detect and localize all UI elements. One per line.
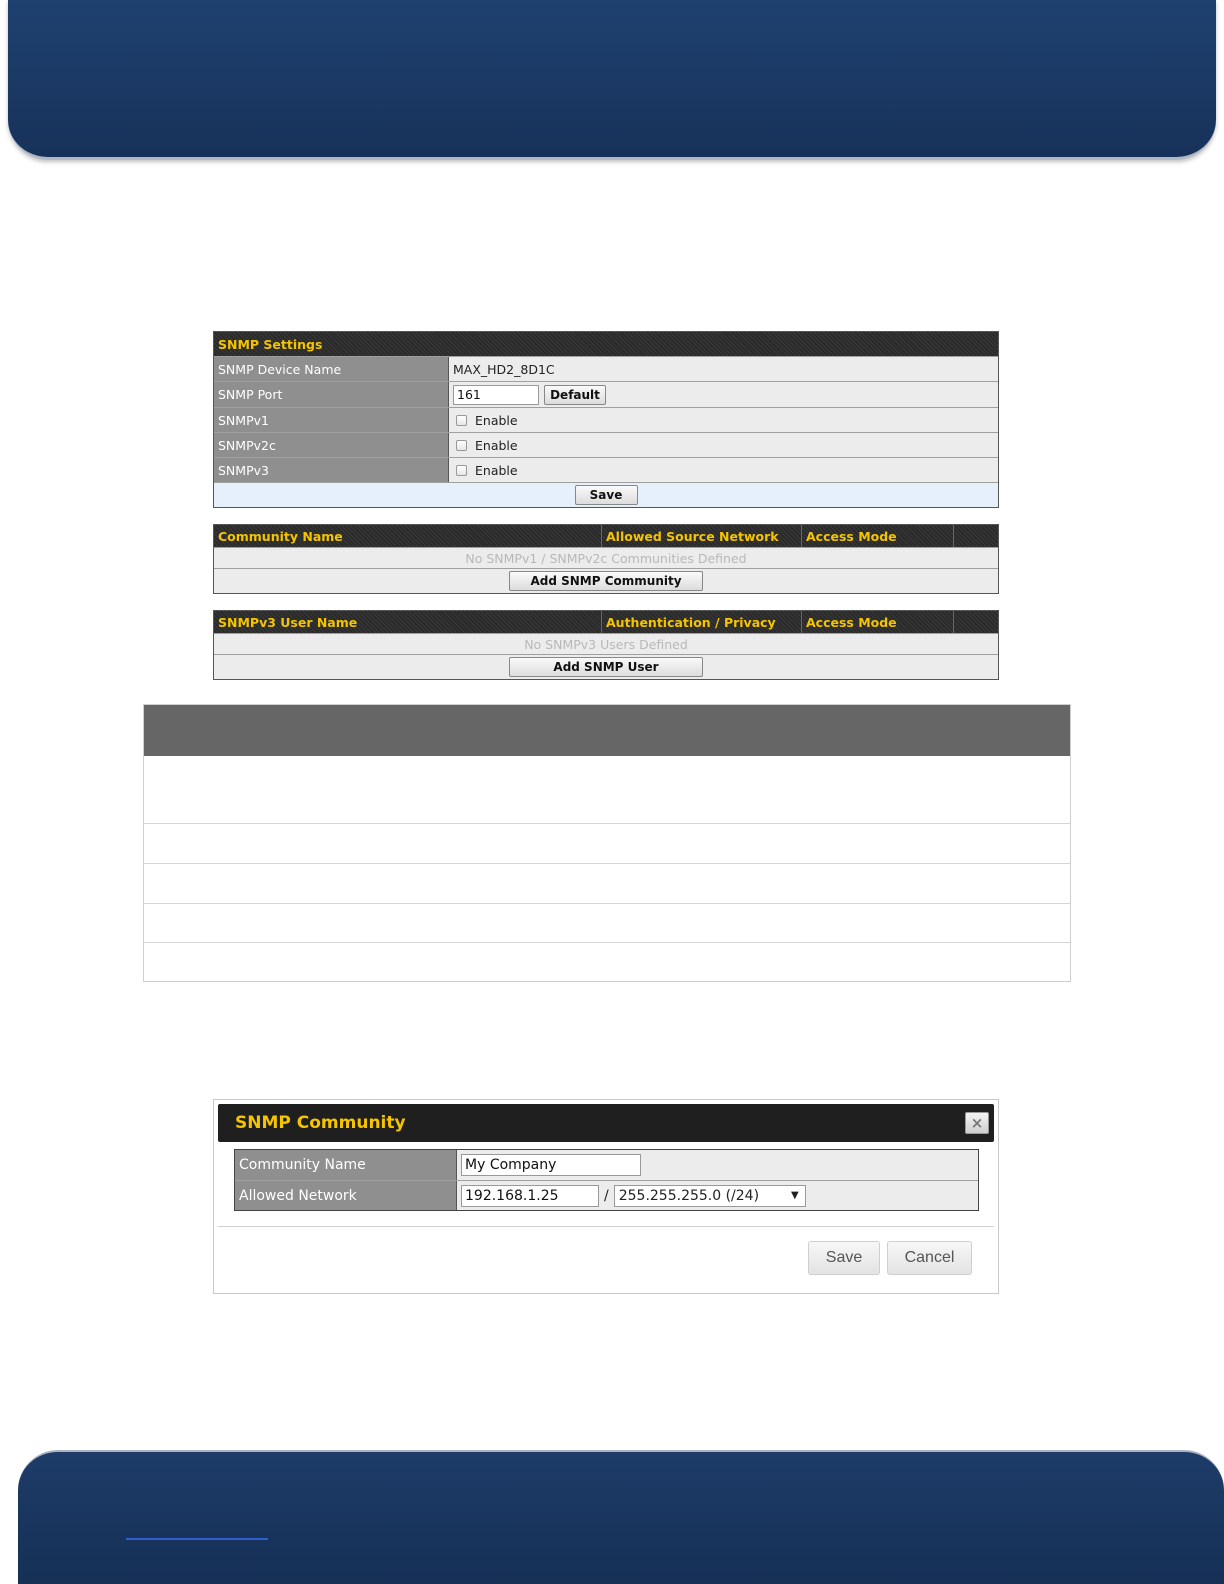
- snmp-settings-save-row: [214, 482, 998, 507]
- snmp-device-name-value: MAX_HD2_8D1C: [449, 357, 998, 381]
- snmp-port-label: SNMP Port: [214, 382, 449, 407]
- dialog-divider: [218, 1226, 994, 1227]
- allowed-network-label: Allowed Network: [235, 1181, 457, 1210]
- community-empty-text: No SNMPv1 / SNMPv2c Communities Defined: [214, 548, 998, 568]
- info-table-row: [144, 756, 1070, 823]
- snmp-settings-title: SNMP Settings: [218, 336, 323, 352]
- page-header-banner: [8, 0, 1216, 160]
- network-separator: /: [604, 1187, 609, 1204]
- close-icon[interactable]: ×: [965, 1112, 989, 1134]
- network-ip-input[interactable]: 192.168.1.25: [461, 1185, 599, 1207]
- community-name-label: Community Name: [235, 1150, 457, 1180]
- info-table-header: [144, 705, 1070, 756]
- community-name-header: Community Name: [214, 525, 602, 547]
- user-empty-text: No SNMPv3 Users Defined: [214, 634, 998, 654]
- snmpv1-enable-label: Enable: [475, 412, 518, 428]
- snmpv2c-enable-label: Enable: [475, 437, 518, 453]
- add-snmp-user-button[interactable]: Add SNMP User: [509, 657, 703, 677]
- dialog-header: [218, 1104, 994, 1142]
- snmpv3-enable-checkbox[interactable]: [456, 465, 467, 476]
- info-table-row: [144, 823, 1070, 863]
- chevron-down-icon: ▼: [791, 1190, 799, 1201]
- snmpv3-user-name-header: SNMPv3 User Name: [214, 611, 602, 633]
- add-snmp-community-button[interactable]: Add SNMP Community: [509, 571, 703, 591]
- allowed-network-row: [235, 1180, 978, 1210]
- snmp-community-table: [213, 524, 999, 594]
- access-mode-header: Access Mode: [802, 525, 954, 547]
- footer-link-underline[interactable]: [126, 1538, 268, 1540]
- snmp-settings-header: [214, 332, 998, 356]
- user-actions-header: [954, 611, 998, 633]
- community-name-row: [235, 1150, 978, 1180]
- community-empty-row: [214, 547, 998, 568]
- snmp-settings-panel: [213, 331, 999, 508]
- info-table-row: [144, 863, 1070, 903]
- info-table: [143, 704, 1071, 982]
- community-add-row: [214, 568, 998, 593]
- snmp-device-name-label: SNMP Device Name: [214, 357, 449, 381]
- authentication-privacy-header: Authentication / Privacy: [602, 611, 802, 633]
- snmpv1-enable-checkbox[interactable]: [456, 415, 467, 426]
- info-table-row: [144, 942, 1070, 981]
- user-access-mode-header: Access Mode: [802, 611, 954, 633]
- actions-header: [954, 525, 998, 547]
- snmpv1-row: [214, 407, 998, 432]
- info-table-row: [144, 903, 1070, 942]
- snmpv2c-enable-checkbox[interactable]: [456, 440, 467, 451]
- snmpv3-enable-label: Enable: [475, 462, 518, 478]
- snmpv3-user-table: [213, 610, 999, 680]
- snmpv2c-row: [214, 432, 998, 457]
- dialog-save-button[interactable]: Save: [808, 1241, 880, 1275]
- allowed-source-network-header: Allowed Source Network: [602, 525, 802, 547]
- snmpv1-label: SNMPv1: [214, 408, 449, 432]
- user-table-header: [214, 611, 998, 633]
- snmpv3-row: [214, 457, 998, 482]
- user-add-row: [214, 654, 998, 679]
- subnet-mask-value: 255.255.255.0 (/24): [618, 1187, 760, 1204]
- page-footer-banner: [18, 1450, 1224, 1584]
- save-button[interactable]: Save: [575, 485, 638, 505]
- community-name-input[interactable]: My Company: [461, 1154, 641, 1176]
- dialog-form-table: [234, 1149, 979, 1211]
- snmp-port-input[interactable]: 161: [453, 385, 539, 405]
- snmp-community-dialog: [213, 1099, 999, 1294]
- snmp-port-row: [214, 381, 998, 407]
- user-empty-row: [214, 633, 998, 654]
- default-port-button[interactable]: Default: [544, 385, 606, 405]
- community-table-header: [214, 525, 998, 547]
- subnet-mask-select[interactable]: [614, 1185, 806, 1207]
- dialog-cancel-button[interactable]: Cancel: [887, 1241, 972, 1275]
- dialog-title: SNMP Community: [235, 1113, 406, 1133]
- snmpv2c-label: SNMPv2c: [214, 433, 449, 457]
- snmp-device-name-row: [214, 356, 998, 381]
- snmpv3-label: SNMPv3: [214, 458, 449, 482]
